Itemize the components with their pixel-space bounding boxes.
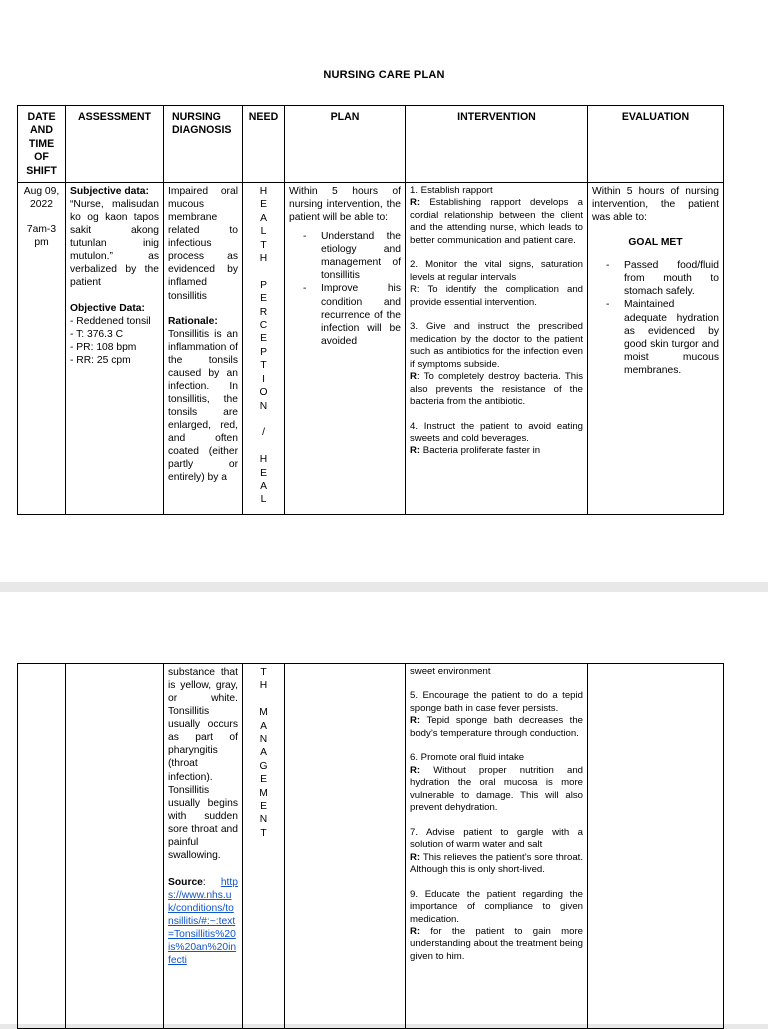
intervention-rationale: Establishing rapport develops a cordial relationship between the client and the attending nurse, which leads to better communication and patient care. (410, 197, 583, 246)
need-letter: E (260, 467, 267, 479)
header-plan: PLAN (285, 106, 406, 183)
need-letter: E (260, 801, 267, 813)
need-letter: / (262, 427, 265, 439)
rationale-marker: R: (410, 197, 421, 209)
intervention-rationale: : To completely destroy bacteria. This also prevents the resistance of the bacteria from the antibiotic. (410, 371, 583, 408)
intervention-cell (406, 183, 588, 515)
intervention-rationale: Tepid sponge bath decreases the body’s temperature through conduction. (410, 715, 584, 739)
header-need: NEED (243, 106, 285, 183)
intervention-1 (410, 185, 583, 247)
intervention-3 (410, 321, 583, 408)
intervention-rationale: for the patient to gain more understanding about the treatment being given to him. (410, 925, 583, 962)
need-letter: E (260, 293, 267, 305)
header-diagnosis: NURSING DIAGNOSIS (164, 106, 243, 183)
need-letter: E (260, 774, 267, 786)
list-item: - Improve his condition and recurrence of the infection will be avoided (321, 282, 401, 347)
objective-item: - T: 376.3 C (70, 328, 124, 340)
plan-cell (285, 664, 406, 1029)
need-letter: M (259, 787, 268, 799)
need-letter: A (260, 480, 267, 492)
need-letter: H (259, 186, 268, 197)
need-cell (243, 183, 285, 515)
need-letter: T (260, 239, 267, 251)
intervention-7 (410, 827, 583, 877)
intervention-text: 5. Encourage the patient to do a tepid sponge bath in case fever persists. (410, 690, 583, 714)
rationale-marker: R: (410, 925, 421, 937)
assessment-cell (66, 664, 164, 1029)
intervention-4-continued: sweet environment (410, 666, 491, 677)
need-cell (243, 664, 285, 1029)
rationale-marker: R: (410, 764, 421, 776)
intervention-6 (410, 752, 583, 814)
diagnosis-cell (164, 664, 243, 1029)
intervention-text: 2. Monitor the vital signs, saturation levels at regular intervals (410, 259, 583, 283)
list-item: - Understand the etiology and management of tonsillitis (321, 230, 401, 282)
need-letter: E (260, 199, 267, 211)
intervention-2 (410, 259, 583, 309)
date-shift: 7am-3 pm (26, 224, 57, 249)
subjective-text: “Nurse, malisudan ko og kaon tapos sakit akong tutunlan inig mutulon.” as verbalized by the patient (70, 199, 159, 289)
rationale-text: Tonsillitis is an inflammation of the tonsils caused by an infection. In tonsillitis, the tonsils are enlarged, red, and often coated (either partly or entirely) by a (168, 328, 238, 484)
table-header-row (18, 106, 724, 183)
objective-item: - PR: 108 bpm (70, 341, 137, 353)
source-label: Source (168, 876, 203, 888)
need-letter: T (260, 667, 267, 678)
objective-item: - RR: 25 cpm (70, 354, 131, 366)
need-letter (247, 440, 280, 453)
plan-cell (285, 183, 406, 515)
intervention-4 (410, 421, 583, 458)
header-evaluation: EVALUATION (588, 106, 724, 183)
goal-status: GOAL MET (628, 237, 683, 249)
plan-intro: Within 5 hours of nursing intervention, the patient will be able to: (289, 186, 401, 224)
header-date: DATE AND TIME OF SHIFT (18, 106, 66, 183)
intervention-text: 1. Establish rapport (410, 185, 493, 196)
need-letter: G (259, 760, 268, 772)
intervention-rationale: R: To identify the complication and provide essential intervention. (410, 284, 583, 308)
care-plan-table (17, 105, 724, 515)
list-item: - Maintained adequate hydration as evidenced by good skin turgor and moist mucous membranes. (624, 298, 719, 376)
need-letter: H (259, 454, 268, 466)
evaluation-list (592, 259, 719, 377)
need-letter: A (260, 212, 267, 224)
intervention-text: 9. Educate the patient regarding the importance of compliance to given medication. (410, 888, 583, 925)
intervention-text: 3. Give and instruct the prescribed medication by the doctor to the patient such as antibiotics for the infection even if symptoms subside. (410, 321, 583, 370)
plan-list (289, 230, 401, 348)
subjective-label: Subjective data: (70, 186, 149, 197)
header-intervention: INTERVENTION (406, 106, 588, 183)
objective-item: - Reddened tonsil (70, 315, 151, 327)
need-letter: M (259, 707, 268, 719)
intervention-5 (410, 690, 583, 740)
need-letter: L (260, 226, 267, 238)
need-letter: O (259, 387, 268, 399)
assessment-cell (66, 183, 164, 515)
need-letter: T (260, 360, 267, 372)
need-letter (247, 693, 280, 706)
need-letter: H (259, 253, 268, 265)
need-letter: R (259, 306, 268, 318)
rationale-text: substance that is yellow, gray, or white. Tonsillitis usually occurs as part of pharyngitis (throat infection). Tonsillitis usually begins with sudden sore throat and painful swallowing. (168, 667, 238, 861)
intervention-rationale: Without proper nutrition and hydration the oral mucosa is more vulnerable to damage. This will also prevent dehydration. (410, 764, 583, 814)
intervention-text: 6. Promote oral fluid intake (410, 752, 525, 764)
need-letter: A (260, 747, 267, 759)
document-title: NURSING CARE PLAN (323, 69, 445, 81)
list-item: - Passed food/fluid from mouth to stomach safely. (624, 259, 719, 298)
need-letter: P (260, 346, 267, 358)
objective-label: Objective Data: (70, 302, 145, 314)
need-letter: L (260, 494, 267, 506)
date-cell (18, 183, 66, 515)
need-letter: E (260, 333, 267, 345)
source-link[interactable]: https://www.nhs.uk/conditions/tonsillitis/#:~:text=Tonsillitis%20is%20an%20infecti (168, 876, 238, 967)
need-letter: C (259, 320, 268, 332)
header-assessment: ASSESSMENT (66, 106, 164, 183)
evaluation-cell (588, 183, 724, 515)
rationale-marker: R: (410, 445, 421, 457)
intervention-rationale: Bacteria proliferate faster in (422, 445, 541, 457)
date-cell (18, 664, 66, 1029)
document-page-2 (0, 592, 768, 1024)
need-letter: A (260, 720, 267, 732)
rationale-marker: R: (410, 851, 421, 863)
need-letter: H (259, 680, 268, 692)
intervention-text: 4. Instruct the patient to avoid eating sweets and cold beverages. (410, 420, 583, 444)
source: Source: https://www.nhs.uk/conditions/tonsillitis/#:~:text=Tonsillitis%20is%20an%20infecti (168, 876, 238, 967)
need-letter: N (259, 734, 268, 746)
intervention-9 (410, 889, 583, 964)
intervention-text: 7. Advise patient to gargle with a solution of warm water and salt (410, 826, 583, 851)
need-letter (247, 413, 280, 426)
care-plan-table-continued (17, 663, 724, 1029)
need-letter: N (259, 814, 268, 826)
intervention-rationale: This relieves the patient’s sore throat. Although this is only short-lived. (410, 851, 583, 876)
need-letter: T (260, 827, 267, 839)
need-letter (247, 265, 280, 278)
table-row (18, 664, 724, 1029)
diagnosis-cell (164, 183, 243, 515)
need-letter: N (259, 400, 268, 412)
need-letter: P (260, 279, 267, 291)
rationale-label: Rationale: (168, 315, 218, 327)
date-day: Aug 09, 2022 (23, 186, 60, 211)
table-row (18, 183, 724, 515)
evaluation-intro: Within 5 hours of nursing intervention, the patient was able to: (592, 186, 719, 224)
intervention-cell (406, 664, 588, 1029)
evaluation-cell (588, 664, 724, 1029)
diagnosis-statement: Impaired oral mucous membrane related to infectious process as evidenced by inflamed tonsillitis (168, 186, 238, 302)
rationale-marker: R: (410, 715, 421, 727)
rationale-marker: R (410, 371, 417, 383)
need-letter: I (262, 373, 265, 385)
